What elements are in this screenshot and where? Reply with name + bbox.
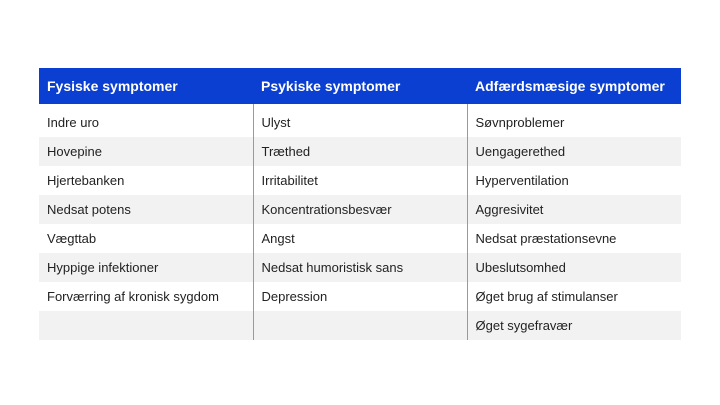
table-cell-behavioral: Nedsat præstationsevne: [467, 224, 681, 253]
table-cell-physical: Nedsat potens: [39, 195, 253, 224]
table-cell-behavioral: Øget brug af stimulanser: [467, 282, 681, 311]
table-cell-psychological: Depression: [253, 282, 467, 311]
symptom-table: [39, 68, 681, 340]
table-cell-physical: Vægttab: [39, 224, 253, 253]
table-cell-psychological: Angst: [253, 224, 467, 253]
table-row: [39, 166, 681, 195]
column-header-behavioral: Adfærdsmæsige symptomer: [467, 68, 681, 104]
table-cell-physical: Forværring af kronisk sygdom: [39, 282, 253, 311]
column-header-psychological: Psykiske symptomer: [253, 68, 467, 104]
table-cell-psychological: Irritabilitet: [253, 166, 467, 195]
table-row: [39, 137, 681, 166]
table-cell-psychological: Ulyst: [253, 104, 467, 137]
table-row: [39, 282, 681, 311]
table-cell-behavioral: Øget sygefravær: [467, 311, 681, 340]
table-row: [39, 104, 681, 137]
table-header: [39, 68, 681, 104]
table-cell-physical: Hjertebanken: [39, 166, 253, 195]
table-row: [39, 311, 681, 340]
table-cell-behavioral: Uengagerethed: [467, 137, 681, 166]
table-cell-behavioral: Hyperventilation: [467, 166, 681, 195]
column-header-physical: Fysiske symptomer: [39, 68, 253, 104]
table-row: [39, 253, 681, 282]
table-cell-physical: Hyppige infektioner: [39, 253, 253, 282]
table-cell-psychological: Koncentrationsbesvær: [253, 195, 467, 224]
table-cell-behavioral: Søvnproblemer: [467, 104, 681, 137]
table-cell-behavioral: Aggresivitet: [467, 195, 681, 224]
table-row: [39, 224, 681, 253]
table-cell-psychological: [253, 311, 467, 340]
table-cell-psychological: Nedsat humoristisk sans: [253, 253, 467, 282]
table-row: [39, 195, 681, 224]
table-cell-behavioral: Ubeslutsomhed: [467, 253, 681, 282]
table-cell-physical: Indre uro: [39, 104, 253, 137]
table-cell-psychological: Træthed: [253, 137, 467, 166]
table-cell-physical: [39, 311, 253, 340]
header-row: [39, 68, 681, 104]
table-cell-physical: Hovepine: [39, 137, 253, 166]
table-body: [39, 104, 681, 340]
